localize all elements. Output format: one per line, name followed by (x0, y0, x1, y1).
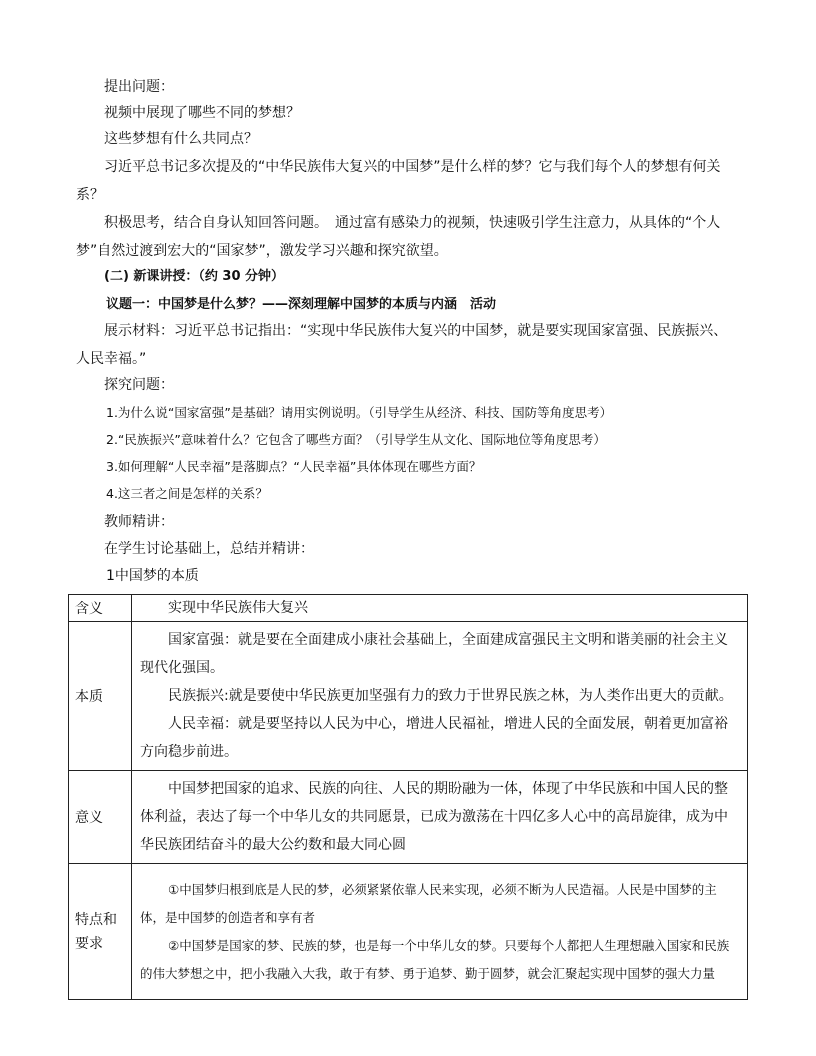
text-line: 这些梦想有什么共同点？ (104, 131, 258, 147)
text-line: 人民幸福。” (76, 351, 147, 367)
row-content (132, 622, 748, 771)
table-row (69, 864, 748, 1000)
text-line: 习近平总书记多次提及的“中华民族伟大复兴的中国梦”是什么样的梦？它与我们每个人的梦想有何关 (104, 159, 721, 175)
cell-paragraph: ①中国梦归根到底是人民的梦，必须紧紧依靠人民来实现，必须不断为人民造福。人民是中国梦的主体，是中国梦的创造者和享有者 (140, 881, 717, 925)
question-item: 4.这三者之间是怎样的关系？ (106, 486, 268, 501)
text-line: 在学生讨论基础上，总结并精讲： (104, 541, 314, 557)
section-heading: (二) 新课讲授：（约 30 分钟） (104, 269, 285, 284)
text-line: 探究问题： (104, 377, 174, 393)
row-content (132, 771, 748, 864)
row-label (69, 864, 132, 1000)
subsection-heading: 1中国梦的本质 (106, 568, 199, 584)
cell-paragraph: ②中国梦是国家的梦、民族的梦，也是每一个中华儿女的梦。只要每个人都把人生理想融入国家和民族的伟大梦想之中，把小我融入大我，敢于有梦、勇于追梦、勤于圆梦，就会汇聚起实现中国梦的强大力量 (140, 937, 730, 981)
cell-text: 实现中华民族伟大复兴 (168, 600, 308, 616)
text-line: 展示材料：习近平总书记指出：“实现中华民族伟大复兴的中国梦，就是要实现国家富强、民族振兴、 (104, 323, 728, 339)
row-label: 本质 (69, 622, 132, 771)
question-item: 1.为什么说“国家富强”是基础？请用实例说明。（引导学生从经济、科技、国防等角度思考） (106, 405, 613, 420)
cell-paragraph: 中国梦把国家的追求、民族的向往、人民的期盼融为一体，体现了中华民族和中国人民的整体利益，表达了每一个中华儿女的共同愿景，已成为激荡在十四亿多人心中的高昂旋律，成为中华民族团结奋斗的最大公约数和最大同心圆 (140, 781, 728, 853)
question-item: 2.“民族振兴”意味着什么？它包含了哪些方面？（引导学生从文化、国际地位等角度思考） (106, 432, 606, 447)
text-line: 视频中展现了哪些不同的梦想？ (104, 105, 300, 121)
row-label: 含义 (69, 595, 132, 622)
cell-paragraph: 人民幸福：就是要坚持以人民为中心，增进人民福祉，增进人民的全面发展，朝着更加富裕方向稳步前进。 (140, 716, 728, 760)
question-item: 3.如何理解“人民幸福”是落脚点？“人民幸福”具体体现在哪些方面？ (106, 459, 482, 474)
row-content (132, 595, 748, 622)
text-line: 教师精讲： (104, 514, 174, 530)
row-label-line: 要求 (75, 935, 103, 952)
cell-paragraph: 国家富强：就是要在全面建成小康社会基础上，全面建成富强民主文明和谐美丽的社会主义现代化强国。 (140, 632, 728, 676)
text-line: 积极思考，结合自身认知回答问题。 通过富有感染力的视频，快速吸引学生注意力，从具体的“个人 (104, 215, 721, 231)
china-dream-table (68, 594, 748, 1000)
row-content (132, 864, 748, 1000)
cell-paragraph: 民族振兴:就是要使中华民族更加坚强有力的致力于世界民族之林，为人类作出更大的贡献。 (168, 688, 733, 704)
table-row (69, 595, 748, 622)
row-label: 意义 (69, 771, 132, 864)
topic-heading: 议题一：中国梦是什么梦？——深刻理解中国梦的本质与内涵 活动 (106, 297, 497, 312)
text-line: 梦”自然过渡到宏大的“国家梦”，激发学习兴趣和探究欲望。 (76, 243, 448, 259)
text-line: 系？ (76, 187, 104, 203)
table-row (69, 622, 748, 771)
table-row (69, 771, 748, 864)
row-label-line: 特点和 (75, 911, 117, 928)
text-line: 提出问题： (104, 79, 174, 95)
